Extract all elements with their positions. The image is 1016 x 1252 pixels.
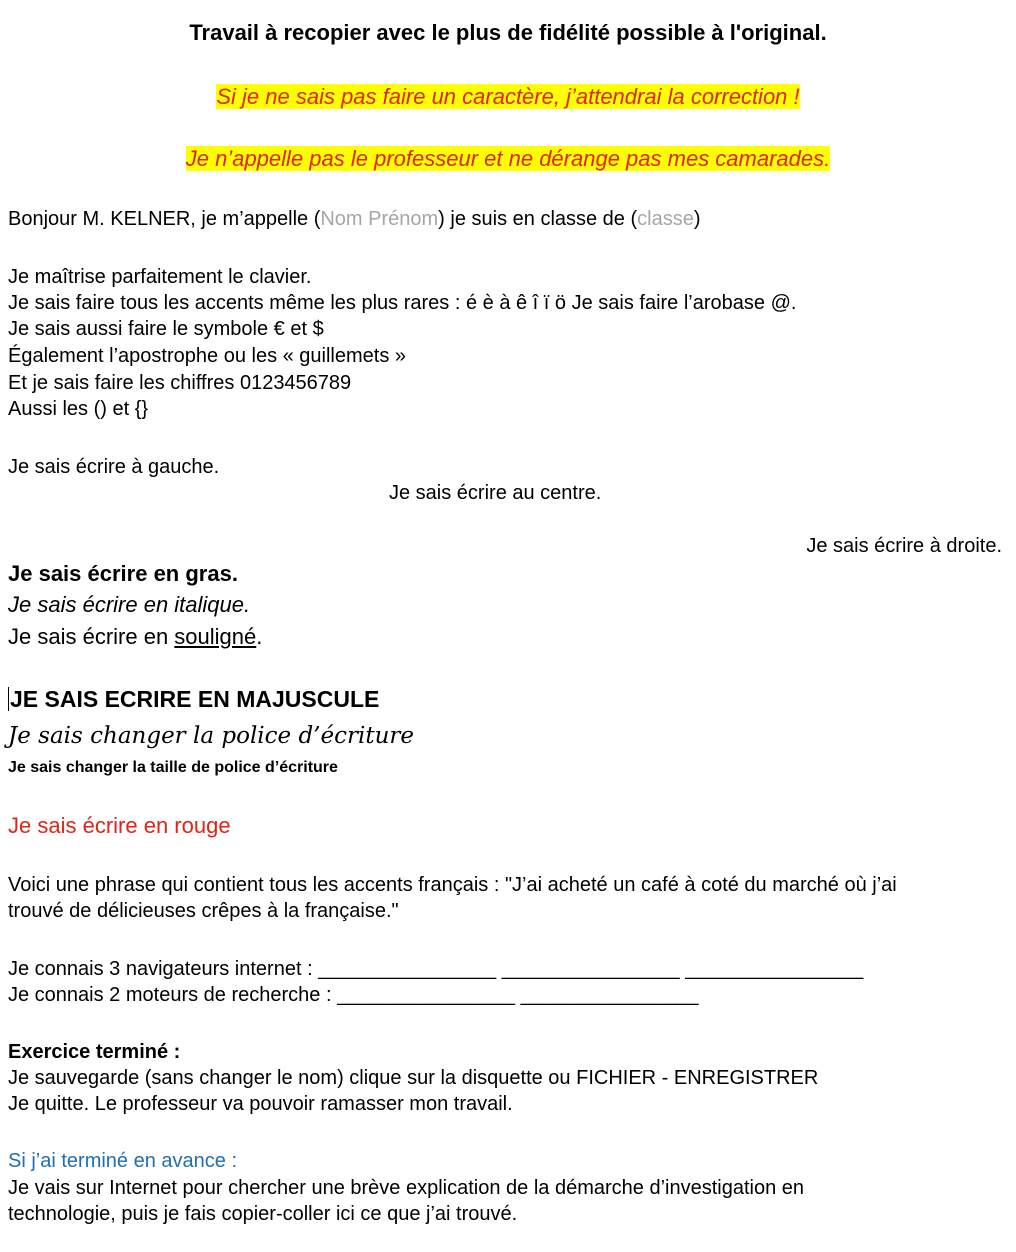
- finished-line-1: Je sauvegarde (sans changer le nom) clique sur la disquette ou FICHIER - ENREGISTRER: [8, 1067, 819, 1089]
- warning-highlight-2: Je n’appelle pas le professeur et ne dérange pas mes camarades.: [185, 146, 831, 171]
- accent-sentence-line-2: trouvé de délicieuses crêpes à la française.": [8, 900, 399, 922]
- underline-word: souligné: [174, 624, 257, 649]
- accent-sentence-line-1: Voici une phrase qui contient tous les accents français : "J’ai acheté un café à coté du marché où j’ai: [8, 874, 897, 896]
- warning-line-2: [0, 146, 1016, 173]
- align-center-line: Je sais écrire au centre.: [389, 482, 602, 504]
- align-right-line: Je sais écrire à droite.: [806, 535, 1002, 557]
- underline-line: [8, 622, 262, 652]
- skill-line: Je sais faire tous les accents même les plus rares : é è à ê î ï ö Je sais faire l’arobase @.: [8, 292, 797, 314]
- early-line-1: Je vais sur Internet pour chercher une brève explication de la démarche d’investigation en: [8, 1177, 805, 1199]
- underline-suffix: .: [256, 624, 263, 649]
- search-engines-question[interactable]: Je connais 2 moteurs de recherche : ________________ ________________: [8, 984, 699, 1006]
- caps-line: [8, 684, 379, 716]
- font-change-line: Je sais changer la police d’écriture: [8, 723, 414, 749]
- warning-highlight-1: Si je ne sais pas faire un caractère, j’attendrai la correction !: [216, 84, 800, 109]
- intro-text-2: ) je suis en classe de (: [438, 208, 638, 230]
- early-line-2: technologie, puis je fais copier-coller ici ce que j’ai trouvé.: [8, 1203, 518, 1225]
- document-title: Travail à recopier avec le plus de fidélité possible à l'original.: [189, 20, 827, 45]
- caps-text: JE SAIS ECRIRE EN MAJUSCULE: [10, 686, 380, 712]
- font-size-line: Je sais changer la taille de police d’écriture: [8, 759, 338, 776]
- browsers-question[interactable]: Je connais 3 navigateurs internet : ________________ ________________ ________________: [8, 958, 864, 980]
- warning-line-1: [0, 84, 1016, 111]
- text-cursor: [8, 687, 9, 711]
- early-heading: Si j’ai terminé en avance :: [8, 1150, 238, 1172]
- skill-line: Je maîtrise parfaitement le clavier.: [8, 266, 312, 288]
- red-text-line: Je sais écrire en rouge: [8, 813, 231, 838]
- finished-heading: Exercice terminé :: [8, 1041, 181, 1063]
- skill-line: Aussi les () et {}: [8, 398, 149, 420]
- bold-line: Je sais écrire en gras.: [8, 561, 238, 586]
- skill-line: Également l’apostrophe ou les « guillemets »: [8, 345, 407, 367]
- intro-text-3: ): [693, 208, 701, 230]
- skill-line: Et je sais faire les chiffres 0123456789: [8, 372, 352, 394]
- name-placeholder[interactable]: Nom Prénom: [320, 208, 439, 230]
- skill-line: Je sais aussi faire le symbole € et $: [8, 318, 324, 340]
- italic-line: Je sais écrire en italique.: [8, 592, 251, 617]
- align-left-line: Je sais écrire à gauche.: [8, 456, 220, 478]
- intro-line: [8, 206, 701, 232]
- underline-prefix: Je sais écrire en: [8, 624, 175, 649]
- intro-text-1: Bonjour M. KELNER, je m’appelle (: [8, 208, 321, 230]
- finished-line-2: Je quitte. Le professeur va pouvoir ramasser mon travail.: [8, 1093, 513, 1115]
- class-placeholder[interactable]: classe: [637, 208, 694, 230]
